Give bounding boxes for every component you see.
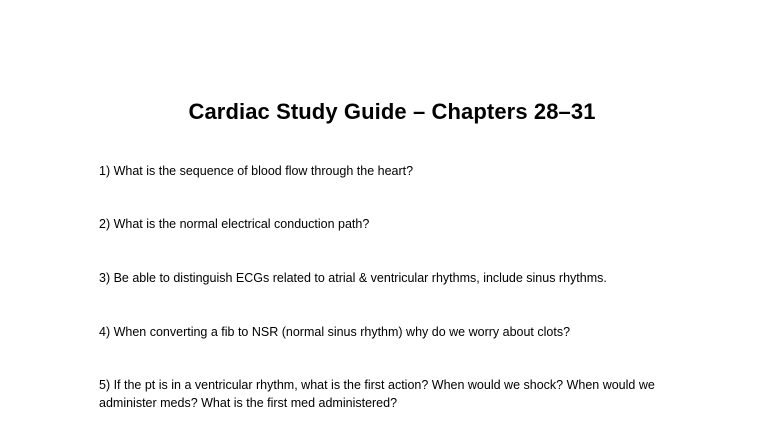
page-title: Cardiac Study Guide – Chapters 28–31 <box>188 99 596 124</box>
question-2: 2) What is the normal electrical conduction path? <box>99 217 370 231</box>
question-3: 3) Be able to distinguish ECGs related to atrial & ventricular rhythms, include sinus rhythms. <box>99 271 607 285</box>
question-4: 4) When converting a fib to NSR (normal sinus rhythm) why do we worry about clots? <box>99 325 571 339</box>
question-5: 5) If the pt is in a ventricular rhythm, what is the first action? When would we shock? When would we administer meds? What is the first med administered? <box>99 378 655 410</box>
question-1: 1) What is the sequence of blood flow through the heart? <box>99 164 414 178</box>
